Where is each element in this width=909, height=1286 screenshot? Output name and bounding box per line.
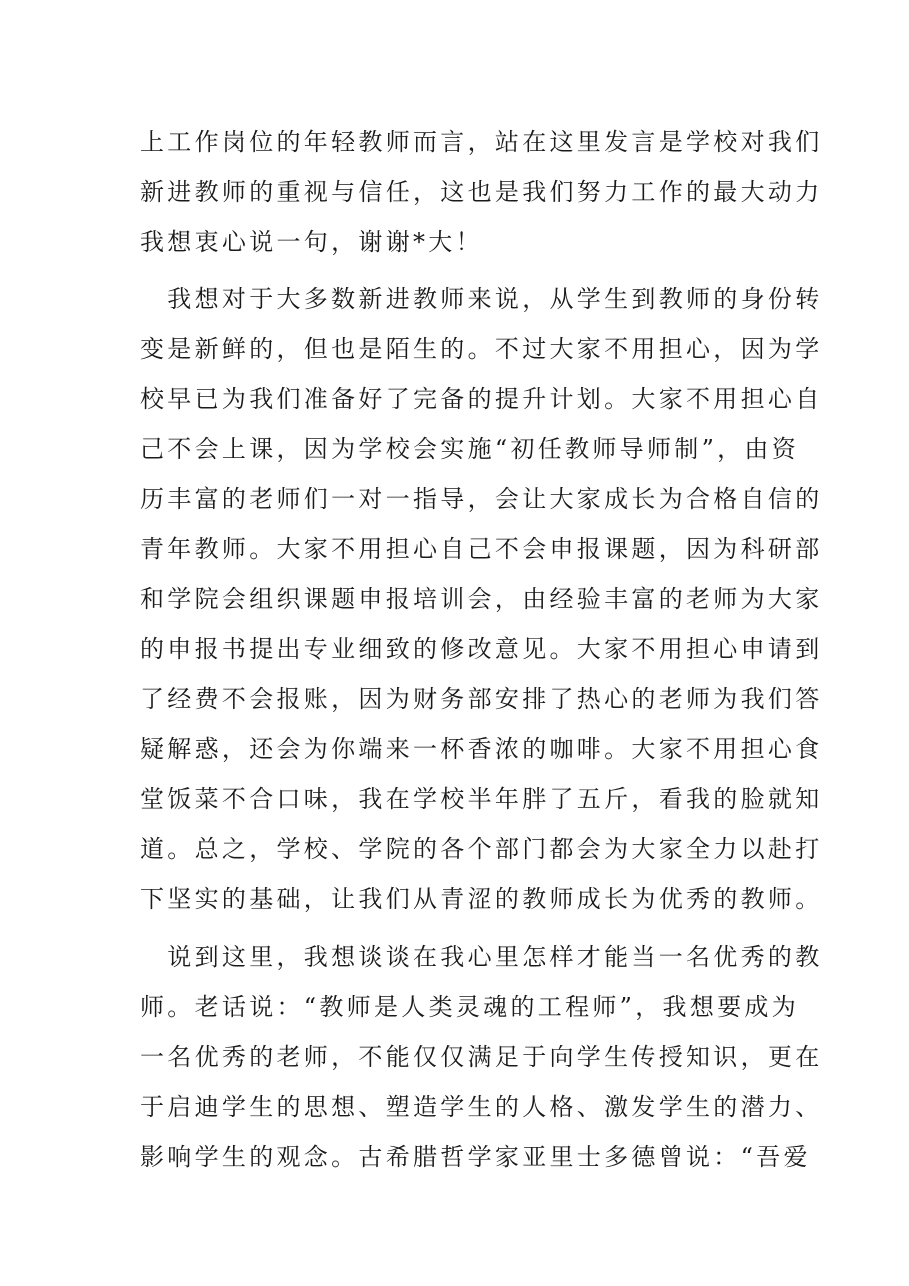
text-line: 变是新鲜的，但也是陌生的。不过大家不用担心，因为学 xyxy=(140,335,823,363)
text-line: 和学院会组织课题申报培训会，由经验丰富的老师为大家 xyxy=(140,585,823,613)
text-line: 青年教师。大家不用担心自己不会申报课题，因为科研部 xyxy=(140,535,823,563)
text-line: 师。老话说：“教师是人类灵魂的工程师”，我想要成为 xyxy=(140,993,800,1021)
text-line: 了经费不会报账，因为财务部安排了热心的老师为我们答 xyxy=(140,685,823,713)
text-line: 的申报书提出专业细致的修改意见。大家不用担心申请到 xyxy=(140,635,823,663)
text-line: 上工作岗位的年轻教师而言，站在这里发言是学校对我们 xyxy=(140,128,823,156)
text-line: 校早已为我们准备好了完备的提升计划。大家不用担心自 xyxy=(140,385,823,413)
text-line: 历丰富的老师们一对一指导，会让大家成长为合格自信的 xyxy=(140,485,823,513)
text-line: 我想对于大多数新进教师来说，从学生到教师的身份转 xyxy=(140,285,823,313)
text-line: 道。总之，学校、学院的各个部门都会为大家全力以赴打 xyxy=(140,835,823,863)
text-line: 下坚实的基础，让我们从青涩的教师成长为优秀的教师。 xyxy=(140,885,823,913)
text-line: 于启迪学生的思想、塑造学生的人格、激发学生的潜力、 xyxy=(140,1093,823,1121)
text-line: 新进教师的重视与信任，这也是我们努力工作的最大动力 xyxy=(140,178,823,206)
text-line: 影响学生的观念。古希腊哲学家亚里士多德曾说：“吾爱 xyxy=(140,1143,811,1171)
text-line: 疑解惑，还会为你端来一杯香浓的咖啡。大家不用担心食 xyxy=(140,735,823,763)
text-line: 己不会上课，因为学校会实施“初任教师导师制”，由资 xyxy=(140,435,800,463)
text-line: 说到这里，我想谈谈在我心里怎样才能当一名优秀的教 xyxy=(140,943,823,971)
text-line: 一名优秀的老师，不能仅仅满足于向学生传授知识，更在 xyxy=(140,1043,823,1071)
text-line: 我想衷心说一句，谢谢*大！ xyxy=(140,228,483,256)
text-line: 堂饭菜不合口味，我在学校半年胖了五斤，看我的脸就知 xyxy=(140,785,823,813)
